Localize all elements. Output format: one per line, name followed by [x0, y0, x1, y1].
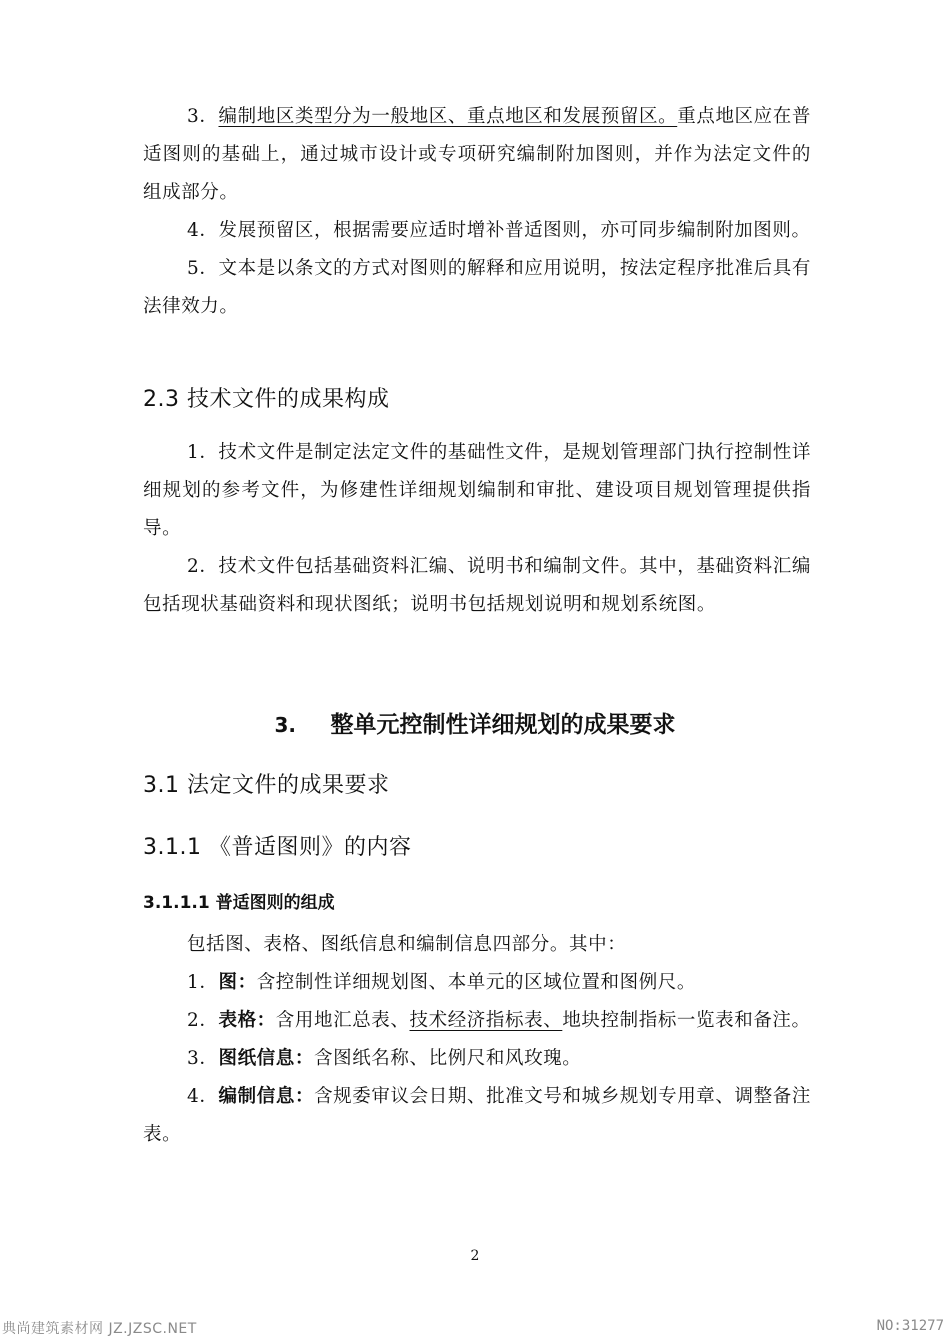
watermark-site-name: 典尚建筑素材网 JZ.JZSC.NET — [2, 1321, 197, 1337]
list-item-tables: 2．表格：含用地汇总表、技术经济指标表、地块控制指标一览表和备注。 — [187, 1010, 811, 1031]
chapter-number: 3. — [274, 713, 297, 737]
item-number: 3． — [187, 106, 219, 127]
chapter-heading-3 — [0, 706, 950, 739]
chapter-title: 整单元控制性详细规划的成果要求 — [330, 712, 676, 738]
paragraph-composition: 包括图、表格、图纸信息和编制信息四部分。其中： — [187, 934, 627, 955]
list-item-drawing-info: 3．图纸信息：含图纸名称、比例尺和风玫瑰。 — [187, 1048, 582, 1069]
underlined-text: 编制地区类型分为一般地区、重点地区和发展预留区。 — [218, 106, 678, 127]
section-heading-3-1: 3.1 法定文件的成果要求 — [143, 773, 390, 798]
paragraph-zoning-types — [143, 98, 811, 212]
section-heading-3-1-1-1: 3.1.1.1 普适图则的组成 — [143, 893, 335, 913]
watermark-id: NO:31277 — [876, 1318, 944, 1334]
paragraph-technical-docs: 1．技术文件是制定法定文件的基础性文件，是规划管理部门执行控制性详细规划的参考文件，为修建性详细规划编制和审批、建设项目规划管理提供指导。 — [143, 442, 811, 539]
item-label: 编制信息： — [218, 1086, 315, 1107]
paragraph-technical-contents: 2．技术文件包括基础资料汇编、说明书和编制文件。其中，基础资料汇编包括现状基础资料和现状图纸；说明书包括规划说明和规划系统图。 — [143, 556, 811, 615]
section-heading-3-1-1: 3.1.1 《普适图则》的内容 — [143, 835, 412, 860]
page-number: 2 — [470, 1248, 480, 1264]
paragraph-reserve-area: 4．发展预留区，根据需要应适时增补普适图则，亦可同步编制附加图则。 — [187, 220, 811, 241]
item-label: 图纸信息： — [218, 1048, 314, 1069]
item-label: 图： — [218, 972, 257, 993]
item-label: 表格： — [218, 1010, 276, 1031]
paragraph-text: 重点地区应在普适图则的基础上，通过城市设计或专项研究编制附加图则，并作为法定文件的组成部分。 — [143, 106, 811, 203]
paragraph-text-legal: 5．文本是以条文的方式对图则的解释和应用说明，按法定程序批准后具有法律效力。 — [143, 258, 811, 317]
list-item-map: 1．图：含控制性详细规划图、本单元的区域位置和图例尺。 — [187, 972, 696, 993]
section-heading-2-3: 2.3 技术文件的成果构成 — [143, 387, 390, 412]
list-item-compilation-info: 4．编制信息：含规委审议会日期、批准文号和城乡规划专用章、调整备注表。 — [143, 1086, 811, 1145]
underlined-text: 技术经济指标表、 — [409, 1010, 563, 1031]
